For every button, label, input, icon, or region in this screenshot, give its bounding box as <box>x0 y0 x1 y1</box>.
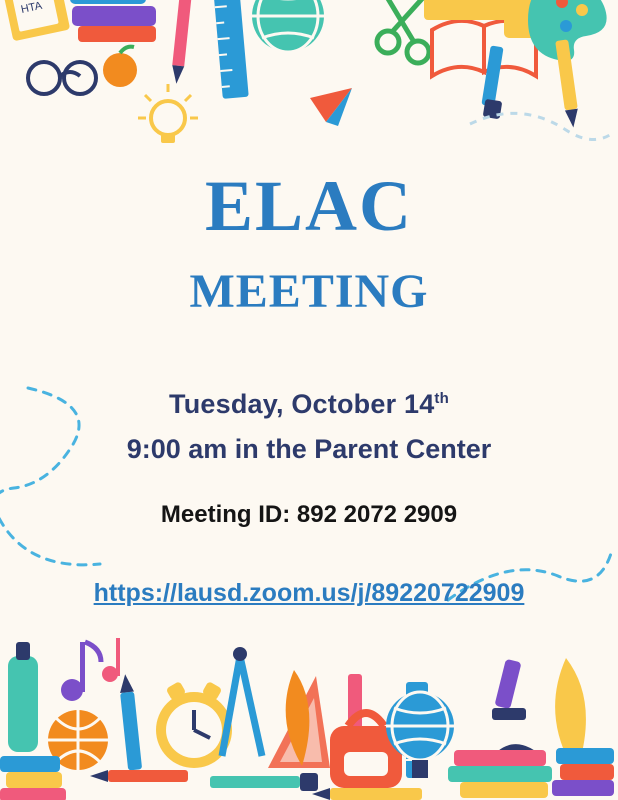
books-stack-icon <box>448 750 552 798</box>
meeting-date <box>0 389 618 420</box>
bottom-decoration-band <box>0 630 618 800</box>
pencil-icon <box>312 788 422 800</box>
svg-text:HTA: HTA <box>19 0 44 16</box>
books-stack-icon <box>552 748 614 796</box>
top-decoration-band <box>0 0 618 150</box>
books-stack-icon <box>70 0 156 42</box>
meeting-date-text: Tuesday, October 14 <box>169 389 435 419</box>
pencil-icon <box>90 770 188 782</box>
flyer-content <box>0 150 618 608</box>
page-title: ELAC <box>204 166 414 246</box>
meeting-date-suffix: th <box>434 390 449 407</box>
books-stack-icon <box>0 756 66 800</box>
water-bottle-icon <box>8 642 38 752</box>
zoom-meeting-link[interactable]: https://lausd.zoom.us/j/89220722909 <box>93 579 525 607</box>
meeting-time-location: 9:00 am in the Parent Center <box>126 434 492 464</box>
meeting-id: Meeting ID: 892 2072 2909 <box>160 501 458 528</box>
page-subtitle: MEETING <box>189 265 429 318</box>
